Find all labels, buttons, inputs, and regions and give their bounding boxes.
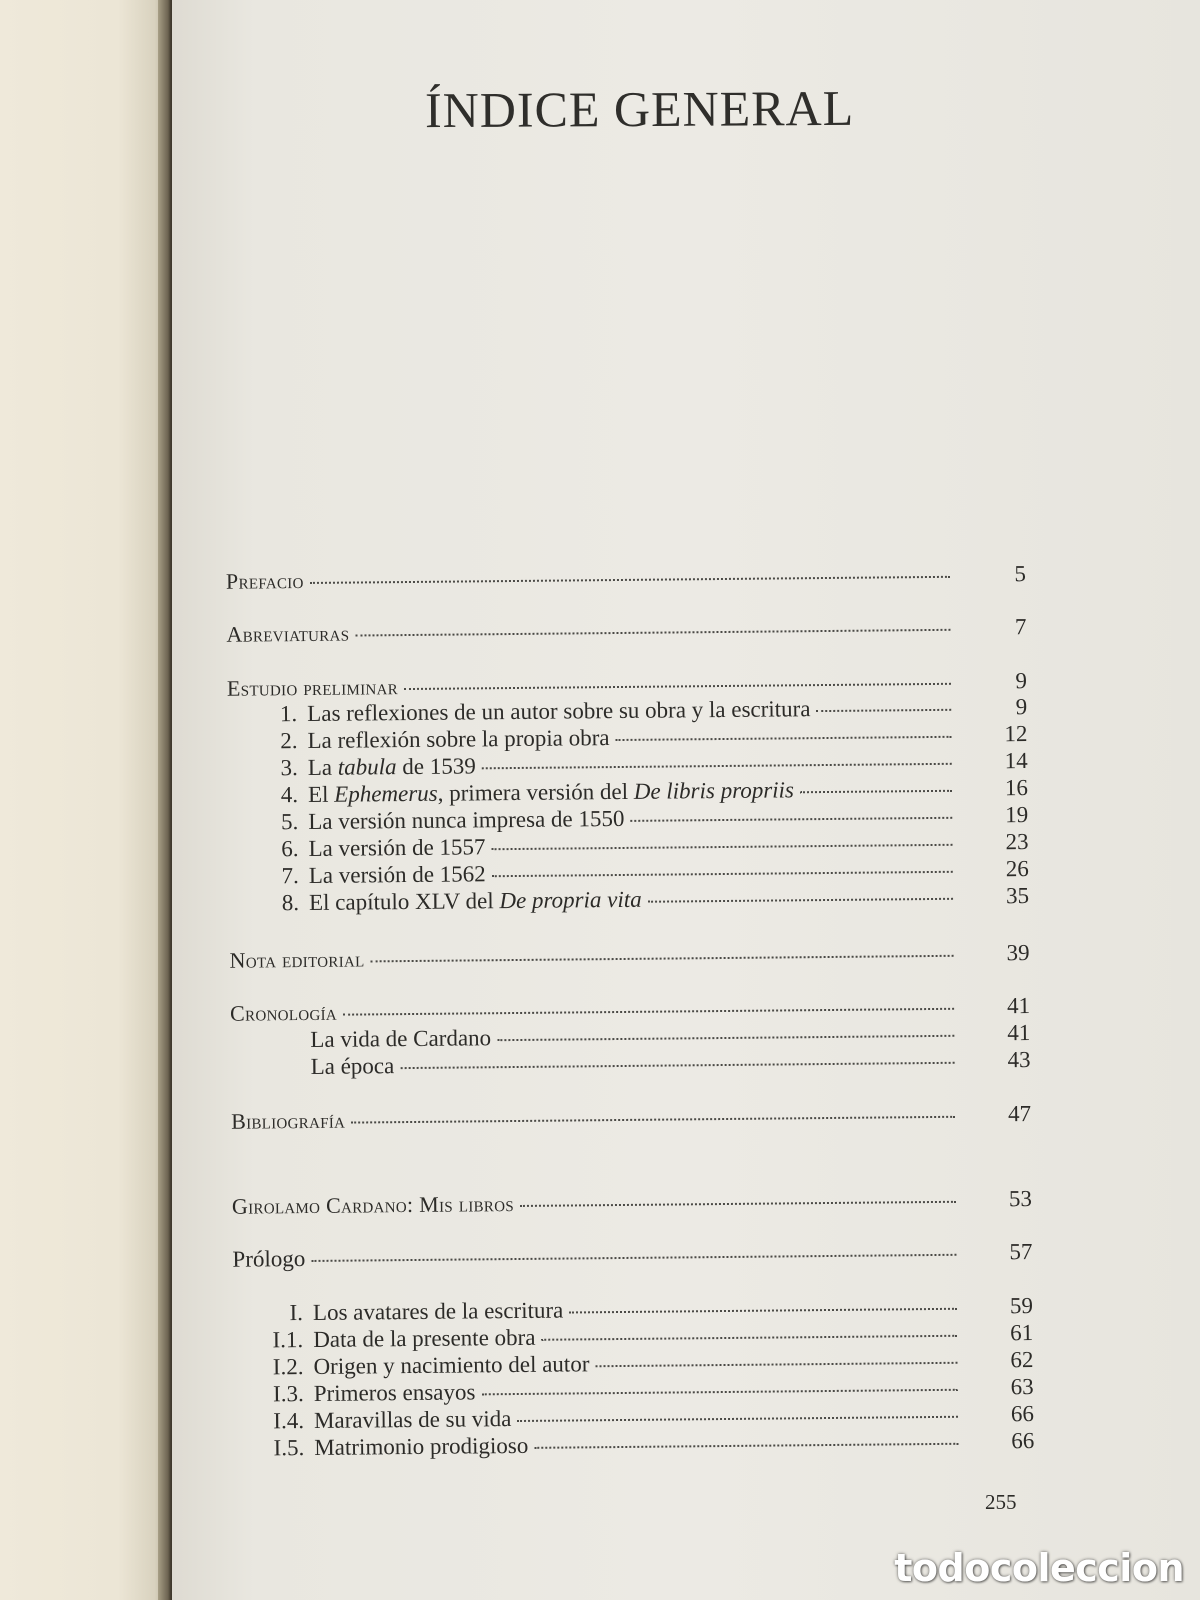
toc-number: 3. — [280, 755, 298, 781]
toc-label: La reflexión sobre la propia obra — [307, 725, 610, 753]
toc-subentry — [229, 883, 1030, 921]
dot-leader — [355, 629, 950, 637]
toc-label-italic: De libris propriis — [633, 777, 795, 804]
toc-page: 47 — [1007, 1101, 1032, 1127]
toc-page: 66 — [1011, 1428, 1035, 1454]
dot-leader — [800, 790, 952, 793]
toc-subentry — [231, 1047, 1031, 1085]
toc-label: Nota editorial — [229, 946, 365, 973]
toc-page: 9 — [1015, 668, 1028, 694]
toc-label-italic: Ephemerus — [334, 780, 438, 807]
toc-page: 66 — [1010, 1401, 1035, 1427]
toc-label: Estudio preliminar — [226, 674, 399, 701]
toc-page: 26 — [1005, 856, 1029, 882]
dot-leader — [595, 1362, 957, 1367]
toc-label-italic: De propria vita — [499, 886, 642, 914]
toc-label: La versión de 1562 — [308, 861, 486, 888]
dot-leader — [343, 1008, 954, 1016]
toc-entry-prologo — [232, 1239, 1033, 1277]
dot-leader — [497, 1035, 954, 1041]
toc-page: 12 — [1004, 721, 1028, 747]
toc-label: Maravillas de su vida — [313, 1406, 512, 1433]
dot-leader — [400, 1062, 954, 1069]
dot-leader — [534, 1443, 958, 1449]
toc-entry-prefacio — [225, 561, 1027, 599]
dot-leader — [481, 1389, 957, 1396]
toc-page: 43 — [1007, 1047, 1031, 1073]
toc-page: 41 — [1007, 1020, 1031, 1046]
toc-number: I.3. — [272, 1381, 304, 1407]
toc-label-part: de 1539 — [396, 753, 476, 780]
toc-number: 8. — [281, 890, 300, 916]
toc-page: 5 — [1014, 561, 1027, 587]
page-title: ÍNDICE GENERAL — [424, 79, 855, 139]
toc-entry-bibliografia — [231, 1101, 1032, 1139]
toc-entry-abreviaturas — [226, 614, 1027, 652]
toc-number: 5. — [280, 809, 299, 835]
page-folio: 255 — [985, 1490, 1017, 1514]
toc-number: 1. — [279, 701, 298, 727]
toc-label: Prólogo — [232, 1246, 306, 1272]
toc-label-part: El capítulo XLV del — [308, 888, 500, 915]
toc-label: Origen y nacimiento del autor — [313, 1351, 590, 1379]
toc-number: I.2. — [272, 1354, 304, 1380]
toc-page: 61 — [1010, 1320, 1034, 1346]
toc-number: I.4. — [273, 1408, 305, 1434]
toc-page: 53 — [1008, 1186, 1033, 1212]
site-watermark: todocoleccion — [894, 1546, 1184, 1590]
toc-label: La época — [310, 1053, 395, 1079]
dot-leader — [492, 871, 953, 877]
toc-label: Prefacio — [225, 568, 304, 594]
dot-leader — [569, 1308, 957, 1314]
toc-number: 4. — [280, 782, 299, 808]
toc-page: 16 — [1004, 775, 1029, 801]
dot-leader — [371, 955, 954, 963]
dot-leader — [310, 576, 950, 584]
toc-page: 35 — [1005, 883, 1030, 909]
toc-number: 6. — [281, 836, 299, 862]
toc-page: 39 — [1006, 940, 1030, 966]
dot-leader — [517, 1416, 958, 1422]
toc-page: 41 — [1006, 993, 1031, 1019]
toc-page: 23 — [1005, 829, 1029, 855]
dot-leader — [520, 1201, 956, 1207]
toc-page: 59 — [1009, 1293, 1034, 1319]
toc-number: I.5. — [273, 1435, 305, 1461]
toc-page: 7 — [1014, 614, 1027, 640]
toc-label: Abreviaturas — [226, 620, 350, 647]
toc-entry-nota-editorial — [229, 940, 1030, 978]
toc-label-part: La — [307, 754, 338, 780]
toc-label: Data de la presente obra — [313, 1324, 536, 1352]
toc-subentry — [234, 1428, 1035, 1466]
toc-label: Matrimonio prodigioso — [314, 1432, 529, 1460]
toc-page: 19 — [1005, 802, 1029, 828]
dot-leader — [616, 736, 952, 741]
toc-number: 2. — [280, 728, 298, 754]
toc-label: La vida de Cardano — [310, 1025, 492, 1052]
toc-page: 62 — [1010, 1347, 1034, 1373]
toc-label: Primeros ensayos — [313, 1379, 476, 1406]
toc-label-part: El — [307, 781, 335, 807]
toc-label-italic: tabula — [337, 754, 397, 780]
toc-number: I.1. — [272, 1327, 304, 1353]
toc-label: La versión nunca impresa de 1550 — [308, 805, 625, 834]
toc-label: Girolamo Cardano: Mis libros — [231, 1191, 515, 1219]
toc-label: Los avatares de la escritura — [312, 1297, 564, 1325]
toc-label: Bibliografía — [231, 1107, 346, 1134]
dot-leader — [482, 763, 952, 770]
toc-label-part: , primera versión del — [437, 778, 634, 806]
toc-page: 57 — [1009, 1239, 1033, 1265]
toc-page: 9 — [1015, 694, 1028, 720]
dot-leader — [816, 709, 951, 712]
dot-leader — [311, 1254, 956, 1262]
toc-number: I. — [289, 1300, 304, 1326]
toc-label: La versión de 1557 — [308, 834, 486, 861]
dot-leader — [648, 898, 953, 903]
dot-leader — [404, 683, 951, 690]
toc-entry-mis-libros — [231, 1186, 1033, 1224]
dot-leader — [630, 817, 952, 822]
dot-leader — [491, 844, 952, 850]
toc-page: 14 — [1004, 748, 1028, 774]
toc-page: 63 — [1010, 1374, 1034, 1400]
toc-label: Las reflexiones de un autor sobre su obra y la escritura — [307, 696, 811, 726]
toc-number: 7. — [281, 863, 299, 889]
dot-leader — [541, 1335, 957, 1341]
dot-leader — [351, 1116, 955, 1124]
toc-label: Cronología — [229, 999, 338, 1026]
